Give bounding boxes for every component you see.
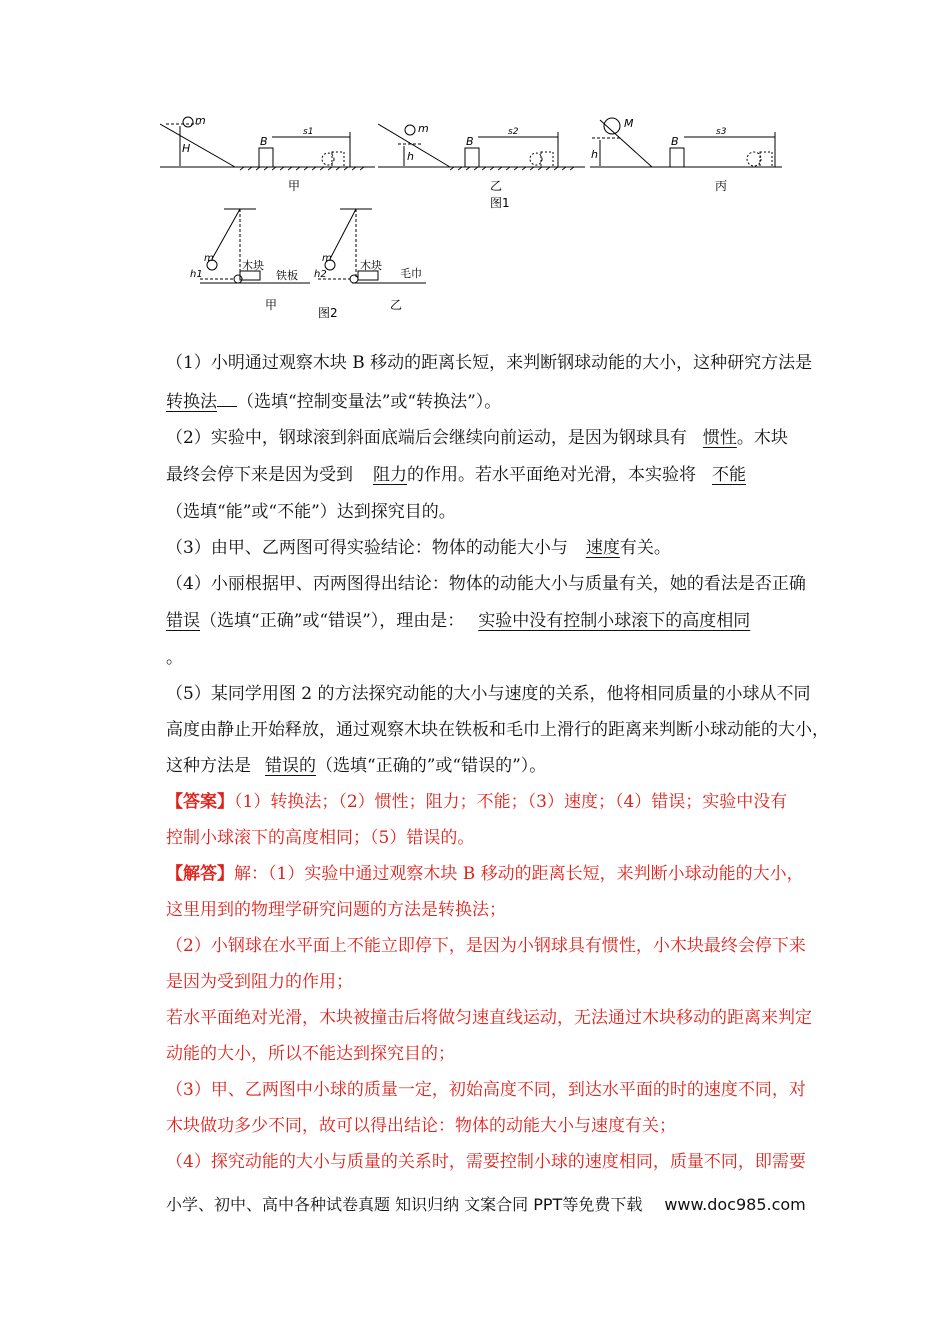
q2-pre: （2）实验中，钢球滚到斜面底端后会继续向前运动，是因为钢球具有 (166, 428, 687, 448)
analysis-text-2: （2）小钢球在水平面上不能立即停下，是因为小钢球具有惯性，小木块最终会停下来 (166, 936, 806, 956)
q4-end: 。 (166, 648, 183, 668)
analysis-line6 (166, 1042, 455, 1066)
fig1-caption: 图1 (490, 196, 510, 210)
fig1-dist-yi: s2 (508, 127, 519, 137)
fig1-label-yi: 乙 (490, 179, 503, 193)
analysis-text-8: （4）探究动能的大小与质量的关系时，需要控制小球的速度相同，质量不同，即需要 (166, 1152, 806, 1172)
q3-pre: （3）由甲、乙两图可得实验结论：物体的动能大小与 (166, 538, 568, 558)
q2-line3 (166, 500, 456, 524)
q1-line1 (166, 351, 812, 375)
answer-line1 (166, 790, 787, 814)
q5-line1 (166, 682, 810, 706)
figure-1-bing-diagram (590, 112, 790, 202)
footer-url[interactable]: www.doc985.com (664, 1195, 806, 1214)
q2-line2pre: 最终会停下来是因为受到 (166, 465, 353, 485)
q4-line2 (166, 609, 750, 633)
analysis-line3 (166, 934, 806, 958)
q1-text: （1）小明通过观察木块 B 移动的距离长短，来判断钢球动能的大小，这种研究方法是 (166, 353, 813, 373)
analysis-text-7: 木块做功多少不同，故可以得出结论：物体的动能大小与速度有关； (166, 1116, 676, 1136)
q4-text: （4）小丽根据甲、丙两图得出结论：物体的动能大小与质量有关，她的看法是否正确 (166, 574, 806, 594)
q3-answer: 速度 (585, 538, 620, 558)
analysis-text-1: 这里用到的物理学研究问题的方法是转换法； (166, 900, 506, 920)
answer-line2 (166, 826, 474, 850)
q3-line (166, 536, 671, 560)
q5-line2 (166, 718, 829, 742)
fig2-label-jia: 甲 (265, 298, 278, 312)
analysis-line7 (166, 1078, 806, 1102)
fig1-dist-bing: s3 (716, 127, 727, 137)
figure-1-panel-bing (590, 112, 790, 202)
q5-post3: （选填“正确的”或“错误的”）。 (316, 756, 547, 776)
fig1-height-yi: h (407, 150, 414, 163)
q5-text2: 高度由静止开始释放，通过观察木块在铁板和毛巾上滑行的距离来判断小球动能的大小， (166, 720, 829, 740)
analysis-line9 (166, 1150, 806, 1174)
fig2-height-jia: h1 (190, 269, 203, 280)
fig2-label-yi: 乙 (390, 298, 403, 312)
fig1-height-jia: H (182, 142, 191, 155)
fig1-mass-bing: M (624, 117, 634, 130)
answer-tag: 【答案】 (166, 792, 234, 812)
q2-answer1: 惯性 (702, 428, 737, 448)
q4-line3 (166, 646, 183, 670)
q2-line3: （选填“能”或“不能”）达到探究目的。 (166, 502, 456, 522)
q1-answer: 转换法 (166, 392, 217, 412)
analysis-line2 (166, 898, 506, 922)
analysis-tag: 【解答】 (166, 864, 234, 884)
fig1-label-bing: 丙 (715, 179, 728, 193)
fig2-caption: 图2 (318, 306, 338, 320)
q3-post: 有关。 (619, 538, 671, 558)
q2-line2mid: 的作用。若水平面绝对光滑，本实验将 (407, 465, 696, 485)
fig1-block-bing: B (671, 135, 679, 148)
fig1-mass-yi: m (418, 122, 429, 135)
fig2-mass-yi: m (322, 253, 332, 264)
analysis-text-0: 解：（1）实验中通过观察木块 B 移动的距离长短，来判断小球动能的大小， (234, 864, 804, 884)
fig2-surface-jia: 铁板 (276, 269, 298, 282)
analysis-line8 (166, 1114, 676, 1138)
q4-mid: （选填“正确”或“错误”），理由是： (200, 611, 465, 631)
q2-line1 (166, 426, 788, 450)
analysis-text-3: 是因为受到阻力的作用； (166, 972, 353, 992)
figure-1-diagram (160, 112, 590, 212)
answer-text1: （1）转换法；（2）惯性；阻力；不能；（3）速度；（4）错误；实验中没有 (234, 792, 788, 812)
fig1-block-yi: B (466, 135, 474, 148)
q5-line3 (166, 754, 546, 778)
fig1-label-jia: 甲 (288, 179, 301, 193)
figure-2 (190, 205, 440, 325)
fig1-height-bing: h (591, 148, 598, 161)
figure-1 (160, 112, 590, 212)
answer-text2: 控制小球滚下的高度相同；（5）错误的。 (166, 828, 475, 848)
fig2-block-yi: 木块 (360, 259, 382, 272)
q5-text1: （5）某同学用图 2 的方法探究动能的大小与速度的关系，他将相同质量的小球从不同 (166, 684, 811, 704)
q5-answer: 错误的 (265, 756, 316, 776)
analysis-text-4: 若水平面绝对光滑，木块被撞击后将做匀速直线运动，无法通过木块移动的距离来判定 (166, 1008, 812, 1028)
footer-text: 小学、初中、高中各种试卷真题 知识归纳 文案合同 PPT等免费下载 (166, 1195, 643, 1214)
q1-line2 (166, 388, 501, 414)
fig2-height-yi: h2 (314, 269, 327, 280)
analysis-line5 (166, 1006, 812, 1030)
q4-line1 (166, 572, 806, 596)
fig2-block-jia: 木块 (242, 259, 264, 272)
analysis-line1 (166, 862, 804, 886)
q5-pre3: 这种方法是 (166, 756, 251, 776)
q4-answer2: 实验中没有控制小球滚下的高度相同 (478, 611, 751, 631)
footer (166, 1192, 806, 1215)
q2-answer2: 阻力 (373, 465, 407, 485)
q1-rest: （选填“控制变量法”或“转换法”）。 (237, 392, 502, 412)
analysis-text-6: （3）甲、乙两图中小球的质量一定，初始高度不同，到达水平面的时的速度不同，对 (166, 1080, 806, 1100)
q4-answer1: 错误 (166, 611, 200, 631)
fig1-block-jia: B (260, 135, 268, 148)
figure-2-diagram (190, 205, 440, 325)
analysis-text-5: 动能的大小，所以不能达到探究目的； (166, 1044, 455, 1064)
q2-answer3: 不能 (712, 465, 746, 485)
fig2-surface-yi: 毛巾 (400, 267, 422, 280)
fig2-mass-jia: m (204, 253, 214, 264)
q2-line2 (166, 463, 746, 487)
analysis-line4 (166, 970, 353, 994)
fig1-dist-jia: s1 (303, 127, 314, 137)
q2-mid1: 。木块 (736, 428, 788, 448)
fig1-mass-jia: m (195, 114, 206, 127)
